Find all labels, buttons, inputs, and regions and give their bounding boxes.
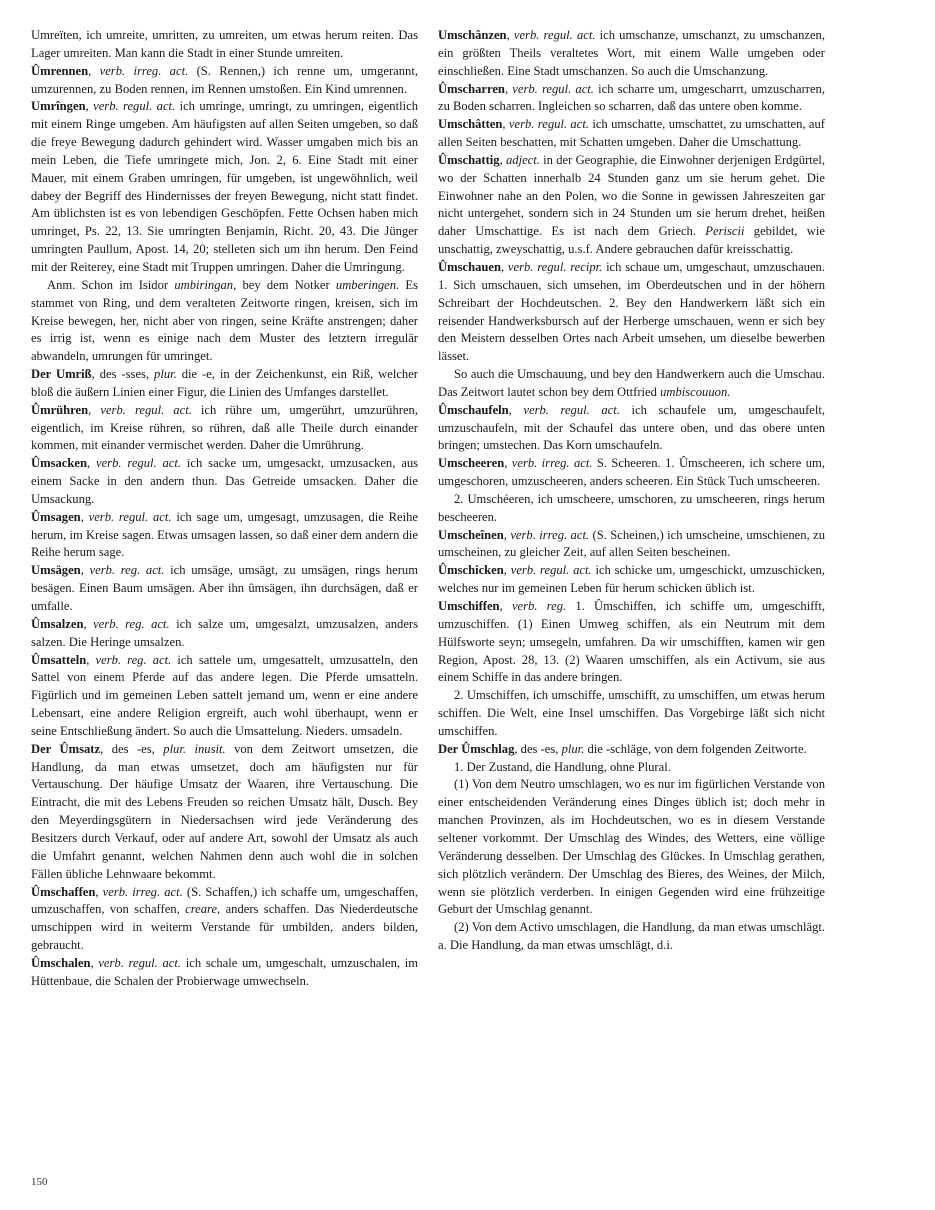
italic-term: verb. reg. act.: [95, 652, 172, 667]
italic-term: verb. reg. act.: [89, 563, 165, 578]
entry-text: (1) Von dem Neutro umschlagen, wo es nur im figürlichen Verstande von einer entscheidenden Veränderung eines Dinges üblich ist; doch mehr in manchen Provinzen, als im Hochdeutschen, wo es in diesem Verstande seltener vorkommt. Der Umschlag des Windes, des Wetters, eine völlige Veränderung desselben. Der Umschlag des Glückes. In Umschlag gerathen, sich plötzlich verändern. Der Umschlag des Bieres, des Weines, der Milch, wenn sie plötzlich verderben. In einigen Gegenden wird eine frühzeitige Geburt der Umschlag genannt.: [438, 777, 825, 917]
entry-paragraph: [31, 562, 418, 616]
entry-paragraph: [438, 759, 825, 777]
entry-paragraph: [31, 652, 418, 741]
entry-text: Anm. Schon im Isidor: [47, 277, 175, 292]
entry-text: ,: [88, 63, 100, 78]
italic-term: verb. regul. act.: [513, 28, 596, 42]
entry-text: 1. Der Zustand, die Handlung, ohne Plural.: [454, 759, 671, 774]
headword: Ûmscharren: [438, 81, 505, 96]
entry-text: von dem Zeitwort umsetzen, die Handlung, da man etwas umsetzet, doch am häufigsten nur für Vertauschung. Der häufige Umsatz der Waaren, ihre Vertauschung. Die Eintracht, die mit des Lebens Freuden so reichen Umsatz hält, Dusch. Bey den Meyerdingsgütern in Niedersachsen wird jede Veränderung des Besitzers durch Verkauf, oder auf andere Art, sowohl der Umsatz als auch die Umfahrt genannt, welchen Nahmen denn auch wohl die in solchen Fällen übliche Lehnwaare bekommt.: [31, 741, 418, 881]
entry-paragraph: [438, 152, 825, 259]
entry-text: ,: [503, 563, 511, 578]
entry-text: die -schläge, von dem folgenden Zeitworte.: [584, 741, 807, 756]
entry-text: ich schaufele um, umgeschaufelt, umzuschaufeln, mit der Schaufel das untere oben, und das obere unten bringen; umstechen. Das Korn umschaufeln.: [438, 402, 825, 453]
entry-text: ,: [502, 117, 509, 132]
italic-term: verb. regul. act.: [96, 456, 182, 471]
headword: Umschânzen: [438, 28, 507, 42]
italic-term: verb. regul. act.: [512, 81, 594, 96]
entry-paragraph: [438, 366, 825, 402]
entry-text: , des -es,: [514, 741, 562, 756]
entry-paragraph: [438, 116, 825, 152]
entry-text: Es stammet von Ring, und dem veralteten Zeitworte ringen, kreisen, sich im Kreise bewegen, her, nicht aber von ringen, seine Kräfte anstrengen; daher es irrig ist, wenn es einige nach dem Muster des letztern irregulär abwandeln, umrungen für umringet.: [31, 277, 418, 364]
entry-text: ,: [503, 527, 511, 542]
headword: Ûmschalen: [31, 955, 91, 970]
entry-paragraph: [438, 776, 825, 919]
headword: Umschâtten: [438, 117, 503, 132]
entry-text: (S. Rennen,) ich renne um, umgerannt, umzurennen, zu Boden rennen, im Rennen umstoßen. Ein Kind umrennen.: [31, 63, 418, 96]
entry-text: (S. Scheinen,) ich umscheine, umschienen, zu umscheinen, zu gleicher Zeit, auf allen Seiten bescheinen.: [438, 527, 825, 560]
entry-text: ,: [504, 456, 512, 471]
headword: Der Ûmsatz: [31, 741, 101, 756]
entry-text: ich schaue um, umgeschaut, umzuschauen. 1. Sich umschauen, sich umsehen, im Oberdeutschen und in der höhern Schreibart der Hochdeutschen. 2. Bey den Handwerkern läßt sich ein reisender Handwerksbursch auf der Herberge umschauen, wenn er sich bey den Meistern desselben Ortes nach Arbeit umsehen, um dieselbe bewerben lässet.: [438, 259, 826, 364]
entry-paragraph: [31, 884, 418, 955]
entry-text: ich umsäge, umsägt, zu umsägen, rings herum besägen. Einen Baum umsägen. Aber ihn ûmsägen, ihn durchsägen, daß er umfalle.: [31, 563, 419, 613]
italic-term: verb. reg.: [511, 599, 567, 613]
entry-text: 2. Umschiffen, ich umschiffe, umschifft, zu umschiffen, um etwas herum schiffen. Die Welt, eine Insel umschiffen. Das Vorgebirge läßt sich nicht umschiffen.: [438, 688, 825, 738]
entry-paragraph: [438, 562, 825, 598]
italic-term: creare,: [185, 902, 221, 917]
headword: Ûmsatteln: [31, 652, 87, 667]
entry-paragraph: [31, 509, 418, 563]
entry-text: ich umringe, umringt, zu umringen, eigentlich mit einem Ringe umgeben. Am häufigsten auf allen Seiten umgeben, so daß die freye Bewegung dadurch gehindert wird. Wasser umgaben mich bis an mein Leben, die Tiefe umringete mich, Jon. 2, 6. Eine Stadt mit einer Mauer, mit einem Graben umringen, für umgeben, ist ungewöhnlich, weil dabey der Begriff des Hindernisses der freyen Bewegung, nicht statt findet. Am üblichsten ist es von lebendigen Geschöpfen. Fette Ochsen haben mich umringet, Ps. 22, 13. Sie umringten Benjamin, Richt. 20, 43. Die Jünger umringten Paullum, Apost. 14, 20; stelleten sich um ihn herum. Den Feind mit der Reiterey, eine Stadt mit Truppen umringen. Daher die Umringung.: [31, 99, 418, 274]
italic-term: adject.: [505, 152, 540, 167]
entry-text: ,: [500, 259, 508, 274]
italic-term: verb. regul. act.: [100, 402, 192, 417]
entry-text: ,: [85, 99, 94, 114]
italic-term: verb. reg. act.: [93, 616, 170, 631]
italic-term: umbiscouuon.: [660, 384, 731, 399]
entry-text: So auch die Umschauung, und bey den Handwerkern auch die Umschau. Das Zeitwort lautet schon bey dem Ottfried: [438, 367, 825, 399]
italic-term: verb. irreg. act.: [510, 527, 590, 542]
italic-term: verb. regul. recipr.: [507, 259, 603, 274]
entry-text: ich sattele um, umgesattelt, umzusatteln, den Sattel von einem Pferde auf das andere legen. Die Pferde umsatteln. Figürlich und im gemeinen Leben sattelt jemand um, wenn er eine andere Lebensart, eine andere Religion ergreift, auch wohl überhaupt, wenn er seine Entschließung ändert. So auch die Umsattelung. Nieders. umsadeln.: [31, 652, 419, 738]
entry-text: ich umschatte, umschattet, zu umschatten, auf allen Seiten beschatten, mit Schatten umgeben. Daher die Umschattung.: [438, 117, 825, 150]
entry-text: ,: [83, 616, 94, 631]
entry-paragraph: [438, 259, 825, 366]
headword: Der Ûmschlag: [438, 741, 515, 756]
entry-paragraph: [31, 616, 418, 652]
entry-paragraph: [438, 598, 825, 687]
headword: Ûmschauen: [438, 259, 501, 274]
entry-paragraph: [31, 98, 418, 276]
entry-text: ,: [88, 402, 101, 417]
entry-text: ,: [508, 402, 524, 417]
italic-term: verb. regul. act.: [508, 117, 589, 132]
headword: Ûmschattig: [438, 152, 500, 167]
italic-term: verb. regul. act.: [98, 955, 182, 970]
entry-text: ich sage um, umgesagt, umzusagen, die Reihe herum, im Kreise sagen. Etwas umsagen lassen, so daß einer dem andern die Reihe herum sage.: [31, 509, 419, 560]
entry-paragraph: [438, 741, 825, 759]
right-column: [438, 27, 825, 955]
entry-paragraph: [31, 955, 418, 991]
entry-text: ,: [90, 955, 99, 970]
entry-text: ,: [506, 28, 514, 42]
entry-paragraph: [31, 27, 418, 63]
entry-text: Umreïten, ich umreite, umritten, zu umreiten, um etwas herum reiten. Das Lager umreiten. Man kann die Stadt in einer Stunde umreiten.: [31, 28, 418, 60]
entry-text: ,: [504, 81, 513, 96]
entry-text: , des -es,: [100, 741, 164, 756]
entry-text: 2. Umschéeren, ich umscheere, umschoren, zu umscheeren, rings herum bescheeren.: [438, 491, 825, 524]
entry-paragraph: [31, 63, 418, 99]
headword: Der Umriß: [31, 367, 92, 382]
italic-term: verb. irreg. act.: [511, 456, 593, 471]
entry-text: anders schaffen. Das Niederdeutsche umschippen wird in weiterm Verstande für umbilden, anders bilden, gebraucht.: [31, 902, 418, 953]
entry-text: ich scharre um, umgescharrt, umzuscharren, zu Boden scharren. Ingleichen so scharren, daß das untere oben komme.: [438, 81, 825, 114]
headword: Umrîngen: [31, 99, 86, 114]
headword: Ûmsalzen: [31, 616, 84, 631]
italic-term: verb. regul. act.: [93, 99, 176, 114]
headword: Ûmschaffen: [31, 884, 96, 899]
italic-term: umbiringan,: [174, 277, 237, 292]
page-number: 150: [31, 1176, 48, 1188]
entry-paragraph: [31, 366, 418, 402]
italic-term: verb. regul. act.: [510, 563, 592, 578]
entry-paragraph: [31, 402, 418, 456]
entry-text: ,: [499, 152, 506, 167]
headword: Umsägen: [31, 563, 81, 578]
headword: Umscheeren: [438, 456, 505, 471]
entry-text: ich rühre um, umgerührt, umzurühren, eigentlich, im Kreise rühren, so rühren, daß alle Theile durch einander kommen, mit einander vermischet werden. Daher die Umrührung.: [31, 402, 419, 453]
entry-paragraph: [438, 81, 825, 117]
left-column: [31, 27, 418, 991]
entry-paragraph: [438, 27, 825, 81]
italic-term: verb. regul. act.: [88, 509, 172, 524]
headword: Ûmschicken: [438, 563, 504, 578]
entry-text: ,: [86, 652, 96, 667]
headword: Ûmrühren: [31, 402, 89, 417]
entry-paragraph: [31, 741, 418, 884]
entry-paragraph: [438, 527, 825, 563]
entry-paragraph: [438, 491, 825, 527]
italic-term: verb. regul. act.: [523, 402, 620, 417]
entry-text: ich sacke um, umgesackt, umzusacken, aus einem Sacke in den andern thun. Das Getreide umsacken. Daher die Umsackung.: [31, 456, 419, 506]
italic-term: umberingen.: [335, 277, 400, 292]
entry-paragraph: [438, 687, 825, 741]
entry-paragraph: [438, 919, 825, 955]
headword: Ûmsacken: [31, 456, 87, 471]
entry-paragraph: [438, 402, 825, 456]
entry-paragraph: [31, 455, 418, 509]
headword: Ûmschaufeln: [438, 402, 509, 417]
entry-text: ,: [86, 456, 96, 471]
entry-text: in der Geographie, die Einwohner derjenigen Erdgürtel, wo der Schatten innerhalb 24 Stunden ganz um sie herum gehet. Die Einwohner nahe an den Polen, wo die Sonne in gewissen Jahreszeiten gar nicht untergehet, sondern sich in 24 Stunden um sie herum drehet, heißen daher Umschattige. Es ist nach dem Griech.: [438, 152, 826, 239]
headword: Umschiffen: [438, 599, 500, 613]
entry-text: (S. Schaffen,) ich schaffe um, umgeschaffen, umzuschaffen, von schaffen,: [31, 884, 418, 917]
headword: Umscheînen: [438, 527, 504, 542]
entry-text: die -e, in der Zeichenkunst, ein Riß, welcher bloß die äußern Linien einer Figur, die Linien des Umfanges darstellet.: [31, 367, 418, 399]
italic-term: plur.: [154, 367, 177, 382]
entry-text: (2) Von dem Activo umschlagen, die Handlung, da man etwas umschlägt. a. Die Handlung, da man etwas umschlägt, d.i.: [438, 920, 825, 953]
entry-text: ich umschanze, umschanzt, zu umschanzen, ein größten Theils veraltetes Wort, mit einem Walle umgeben oder einschließen. Eine Stadt umschanzen. So auch die Umschanzung.: [438, 28, 825, 78]
italic-term: verb. irreg. act.: [99, 63, 189, 78]
entry-text: ich schicke um, umgeschickt, umzuschicken, welches nur im gemeinen Leben für herum schicken üblich ist.: [438, 563, 826, 596]
entry-paragraph: [438, 455, 825, 491]
entry-paragraph: [31, 277, 418, 366]
entry-text: ,: [95, 884, 103, 899]
headword: Ûmrennen: [31, 63, 89, 78]
italic-term: verb. irreg. act.: [102, 884, 183, 899]
italic-term: plur. inusit.: [163, 741, 226, 756]
headword: Ûmsagen: [31, 509, 81, 524]
entry-text: ,: [499, 599, 512, 613]
entry-text: ,: [80, 509, 89, 524]
entry-text: ,: [80, 563, 90, 578]
entry-text: bey dem Notker: [236, 277, 336, 292]
entry-text: 1. Ûmschiffen, ich schiffe um, umgeschifft, umzuschiffen. (1) Einen Umweg schiffen, als ein Neutrum mit dem Hülfsworte seyn; umsegeln, umfahren. Da wir umschifften, kamen wir gen Region, Apost. 28, 13. (2) Waaren umschiffen, als ein Activum, sie aus einem Schiffe in das andere bringen.: [438, 599, 825, 685]
entry-text: S. Scheeren. 1. Ûmscheeren, ich schere um, umgeschoren, umzuscheeren, anders scheeren. Ein Stück Tuch umscheeren.: [438, 456, 826, 489]
italic-term: Periscii: [705, 224, 745, 239]
italic-term: plur.: [561, 741, 585, 756]
entry-text: ich salze um, umgesalzt, umzusalzen, anders salzen. Die Heringe umsalzen.: [31, 616, 419, 649]
entry-text: gebildet, wie unschattig, zweyschattig, u.s.f. Andere gebrauchen dafür kreisschattig.: [438, 224, 825, 257]
entry-text: , des -sses,: [91, 367, 155, 382]
entry-text: ich schale um, umgeschalt, umzuschalen, im Hüttenbaue, die Schalen der Probierwage umwechseln.: [31, 955, 418, 988]
